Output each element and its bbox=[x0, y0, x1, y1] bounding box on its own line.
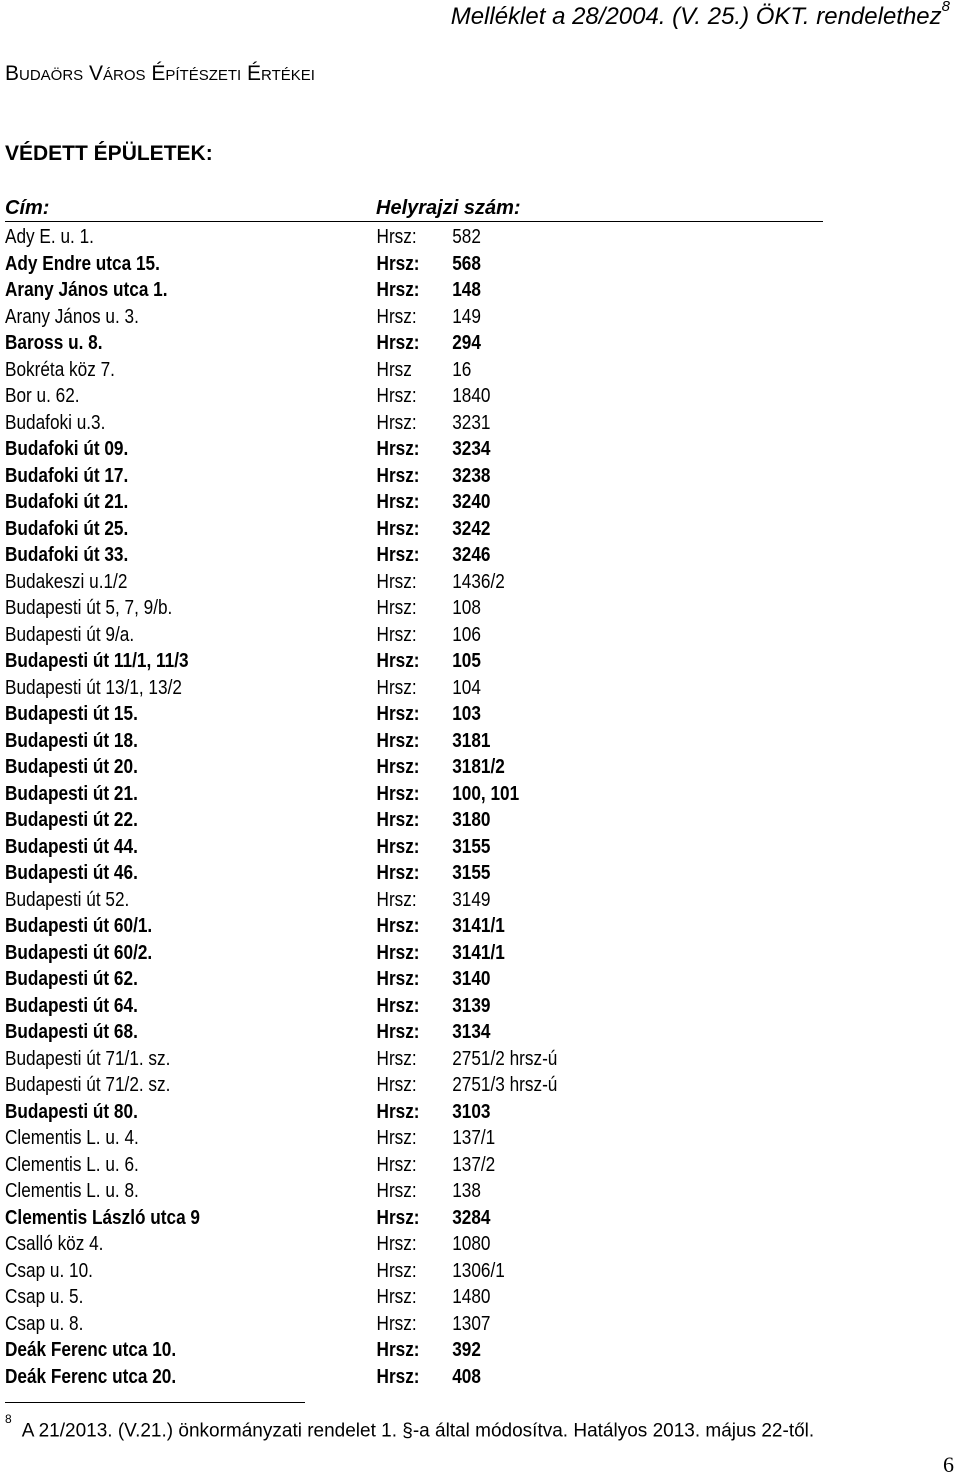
parcel-number-cell: 3155 bbox=[452, 835, 491, 858]
parcel-label-cell: Hrsz: bbox=[376, 411, 417, 434]
address-cell: Budapesti út 60/1. bbox=[5, 915, 153, 937]
address-cell: Budapesti út 52. bbox=[5, 888, 130, 911]
address-cell: Budapesti út 22. bbox=[5, 809, 138, 831]
table-row bbox=[5, 993, 779, 1020]
footnote-marker: 8 bbox=[5, 1412, 12, 1426]
address-cell: Budapesti út 62. bbox=[5, 968, 138, 990]
parcel-number-cell: 3139 bbox=[452, 994, 491, 1017]
parcel-label-cell: Hrsz: bbox=[376, 464, 420, 487]
address-cell: Baross u. 8. bbox=[5, 332, 103, 354]
address-cell: Budapesti út 64. bbox=[5, 994, 138, 1017]
address-cell: Clementis L. u. 8. bbox=[5, 1180, 139, 1202]
parcel-label-cell: Hrsz: bbox=[376, 1233, 417, 1255]
address-cell: Deák Ferenc utca 20. bbox=[5, 1365, 177, 1388]
table-row bbox=[5, 754, 779, 781]
parcel-label-cell: Hrsz: bbox=[376, 703, 420, 725]
table-row bbox=[5, 675, 779, 702]
parcel-number-cell: 3284 bbox=[452, 1206, 491, 1229]
parcel-number-cell: 2751/2 hrsz-ú bbox=[452, 1047, 558, 1070]
table-row bbox=[5, 860, 779, 887]
address-cell: Clementis L. u. 6. bbox=[5, 1153, 139, 1176]
address-cell: Arany János utca 1. bbox=[5, 279, 168, 301]
parcel-label-cell: Hrsz: bbox=[376, 305, 417, 328]
parcel-label-cell: Hrsz: bbox=[376, 915, 420, 937]
parcel-number-cell: 3103 bbox=[452, 1100, 491, 1123]
parcel-number-cell: 392 bbox=[452, 1339, 481, 1361]
parcel-label-cell: Hrsz: bbox=[376, 729, 420, 752]
parcel-number-cell: 1080 bbox=[452, 1233, 491, 1255]
parcel-number-cell: 3134 bbox=[452, 1021, 491, 1043]
table-row bbox=[5, 1072, 779, 1099]
parcel-number-cell: 149 bbox=[452, 305, 481, 328]
parcel-number-cell: 1436/2 bbox=[452, 570, 505, 593]
parcel-label-cell: Hrsz: bbox=[376, 279, 420, 301]
address-cell: Budapesti út 46. bbox=[5, 862, 138, 884]
parcel-label-cell: Hrsz: bbox=[376, 332, 420, 354]
table-row bbox=[5, 728, 779, 755]
address-cell: Clementis L. u. 4. bbox=[5, 1127, 139, 1149]
address-cell: Budafoki út 17. bbox=[5, 464, 129, 487]
parcel-label-cell: Hrsz: bbox=[376, 491, 420, 513]
table-row bbox=[5, 1231, 779, 1258]
parcel-number-cell: 3246 bbox=[452, 544, 491, 566]
parcel-number-cell: 3140 bbox=[452, 968, 491, 990]
parcel-label-cell: Hrsz: bbox=[376, 994, 420, 1017]
address-cell: Budafoki út 21. bbox=[5, 491, 129, 513]
parcel-label-cell: Hrsz: bbox=[376, 252, 420, 275]
parcel-number-cell: 1840 bbox=[452, 385, 491, 407]
parcel-number-cell: 103 bbox=[452, 703, 481, 725]
address-cell: Bokréta köz 7. bbox=[5, 358, 115, 381]
table-header bbox=[5, 197, 823, 222]
table-row bbox=[5, 1178, 779, 1205]
address-cell: Deák Ferenc utca 10. bbox=[5, 1339, 177, 1361]
table-row bbox=[5, 569, 779, 596]
table-row bbox=[5, 913, 779, 940]
parcel-label-cell: Hrsz: bbox=[376, 835, 420, 858]
address-cell: Budafoki u.3. bbox=[5, 411, 106, 434]
table-row bbox=[5, 463, 779, 490]
table-row bbox=[5, 1019, 779, 1046]
parcel-number-cell: 3240 bbox=[452, 491, 491, 513]
column-header-parcel-number: Helyrajzi szám: bbox=[376, 197, 521, 219]
table-row bbox=[5, 357, 779, 384]
table-row bbox=[5, 330, 779, 357]
table-row bbox=[5, 410, 779, 437]
city-title: Budaörs Város Építészeti Értékei bbox=[5, 62, 315, 85]
table-row bbox=[5, 966, 779, 993]
parcel-label-cell: Hrsz: bbox=[376, 1153, 417, 1176]
parcel-label-cell: Hrsz: bbox=[376, 1127, 417, 1149]
table-row bbox=[5, 940, 779, 967]
table-row bbox=[5, 277, 779, 304]
parcel-label-cell: Hrsz: bbox=[376, 888, 417, 911]
address-cell: Csap u. 8. bbox=[5, 1312, 84, 1335]
address-cell: Budapesti út 71/1. sz. bbox=[5, 1047, 171, 1070]
parcel-number-cell: 294 bbox=[452, 332, 481, 354]
parcel-number-cell: 105 bbox=[452, 650, 481, 672]
table-row bbox=[5, 304, 779, 331]
parcel-label-cell: Hrsz: bbox=[376, 676, 417, 699]
parcel-label-cell: Hrsz: bbox=[376, 623, 417, 646]
table-row bbox=[5, 807, 779, 834]
address-cell: Budapesti út 71/2. sz. bbox=[5, 1074, 171, 1096]
annex-header bbox=[451, 2, 950, 31]
address-cell: Budafoki út 09. bbox=[5, 438, 129, 460]
parcel-label-cell: Hrsz: bbox=[376, 809, 420, 831]
column-header-address: Cím: bbox=[5, 197, 50, 219]
parcel-label-cell: Hrsz: bbox=[376, 968, 420, 990]
parcel-number-cell: 3231 bbox=[452, 411, 491, 434]
parcel-label-cell: Hrsz: bbox=[376, 1074, 417, 1096]
parcel-number-cell: 2751/3 hrsz-ú bbox=[452, 1074, 558, 1096]
parcel-label-cell: Hrsz: bbox=[376, 862, 420, 884]
address-cell: Budafoki út 33. bbox=[5, 544, 129, 566]
footnote-text: A 21/2013. (V.21.) önkormányzati rendelet 1. §-a által módosítva. Hatályos 2013. május 22-től. bbox=[21, 1420, 815, 1442]
address-cell: Clementis László utca 9 bbox=[5, 1206, 201, 1229]
parcel-number-cell: 3180 bbox=[452, 809, 491, 831]
table-row bbox=[5, 1205, 779, 1232]
page-number: 6 bbox=[943, 1452, 954, 1477]
table-row bbox=[5, 516, 779, 543]
parcel-number-cell: 3181/2 bbox=[452, 756, 505, 778]
address-cell: Budapesti út 15. bbox=[5, 703, 138, 725]
table-row bbox=[5, 781, 779, 808]
table-row bbox=[5, 701, 779, 728]
address-cell: Budapesti út 21. bbox=[5, 782, 138, 805]
parcel-label-cell: Hrsz: bbox=[376, 226, 417, 248]
parcel-number-cell: 3155 bbox=[452, 862, 491, 884]
table-row bbox=[5, 251, 779, 278]
parcel-number-cell: 3242 bbox=[452, 517, 491, 540]
annex-footnote-ref[interactable]: 8 bbox=[941, 0, 950, 15]
parcel-label-cell: Hrsz: bbox=[376, 650, 420, 672]
parcel-number-cell: 1480 bbox=[452, 1286, 491, 1308]
address-cell: Budapesti út 44. bbox=[5, 835, 138, 858]
address-cell: Ady Endre utca 15. bbox=[5, 252, 160, 275]
parcel-label-cell: Hrsz: bbox=[376, 438, 420, 460]
table-row bbox=[5, 1046, 779, 1073]
address-cell: Csap u. 5. bbox=[5, 1286, 84, 1308]
table-row bbox=[5, 1125, 779, 1152]
parcel-number-cell: 1306/1 bbox=[452, 1259, 505, 1282]
parcel-label-cell: Hrsz: bbox=[376, 1180, 417, 1202]
address-cell: Budakeszi u.1/2 bbox=[5, 570, 128, 593]
table-row bbox=[5, 622, 779, 649]
protected-buildings-table bbox=[5, 224, 779, 1390]
address-cell: Budapesti út 5, 7, 9/b. bbox=[5, 597, 173, 619]
address-cell: Budapesti út 68. bbox=[5, 1021, 138, 1043]
parcel-number-cell: 137/1 bbox=[452, 1127, 496, 1149]
address-cell: Ady E. u. 1. bbox=[5, 226, 94, 248]
parcel-label-cell: Hrsz: bbox=[376, 1259, 417, 1282]
table-row bbox=[5, 1337, 779, 1364]
address-cell: Budapesti út 18. bbox=[5, 729, 138, 752]
parcel-label-cell: Hrsz: bbox=[376, 1286, 417, 1308]
parcel-number-cell: 3141/1 bbox=[452, 941, 505, 964]
parcel-number-cell: 138 bbox=[452, 1180, 481, 1202]
parcel-number-cell: 3181 bbox=[452, 729, 491, 752]
parcel-label-cell: Hrsz: bbox=[376, 1100, 420, 1123]
table-row bbox=[5, 489, 779, 516]
parcel-number-cell: 16 bbox=[452, 358, 472, 381]
footnote-divider bbox=[5, 1402, 305, 1403]
section-title: VÉDETT ÉPÜLETEK: bbox=[5, 142, 213, 165]
parcel-number-cell: 106 bbox=[452, 623, 481, 646]
parcel-label-cell: Hrsz: bbox=[376, 570, 417, 593]
parcel-number-cell: 3238 bbox=[452, 464, 491, 487]
parcel-number-cell: 568 bbox=[452, 252, 481, 275]
address-cell: Budapesti út 11/1, 11/3 bbox=[5, 650, 189, 672]
parcel-number-cell: 148 bbox=[452, 279, 481, 301]
parcel-label-cell: Hrsz: bbox=[376, 1365, 420, 1388]
parcel-label-cell: Hrsz: bbox=[376, 756, 420, 778]
parcel-number-cell: 3234 bbox=[452, 438, 491, 460]
parcel-label-cell: Hrsz: bbox=[376, 1339, 420, 1361]
table-row bbox=[5, 542, 779, 569]
parcel-label-cell: Hrsz: bbox=[376, 782, 420, 805]
parcel-number-cell: 3141/1 bbox=[452, 915, 505, 937]
table-row bbox=[5, 595, 779, 622]
parcel-number-cell: 408 bbox=[452, 1365, 481, 1388]
parcel-label-cell: Hrsz: bbox=[376, 1021, 420, 1043]
table-row bbox=[5, 1364, 779, 1391]
address-cell: Budafoki út 25. bbox=[5, 517, 129, 540]
address-cell: Csalló köz 4. bbox=[5, 1233, 104, 1255]
address-cell: Budapesti út 60/2. bbox=[5, 941, 153, 964]
parcel-label-cell: Hrsz: bbox=[376, 597, 417, 619]
parcel-number-cell: 108 bbox=[452, 597, 481, 619]
address-cell: Budapesti út 9/a. bbox=[5, 623, 135, 646]
parcel-label-cell: Hrsz: bbox=[376, 941, 420, 964]
table-row bbox=[5, 1258, 779, 1285]
footnote bbox=[5, 1412, 815, 1442]
table-row bbox=[5, 648, 779, 675]
address-cell: Arany János u. 3. bbox=[5, 305, 139, 328]
table-row bbox=[5, 834, 779, 861]
table-row bbox=[5, 1099, 779, 1126]
table-row bbox=[5, 383, 779, 410]
address-cell: Budapesti út 13/1, 13/2 bbox=[5, 676, 182, 699]
parcel-number-cell: 582 bbox=[452, 226, 481, 248]
parcel-label-cell: Hrsz bbox=[376, 358, 412, 381]
address-cell: Budapesti út 80. bbox=[5, 1100, 138, 1123]
parcel-number-cell: 104 bbox=[452, 676, 481, 699]
parcel-number-cell: 3149 bbox=[452, 888, 491, 911]
annex-title: Melléklet a 28/2004. (V. 25.) ÖKT. rendelethez bbox=[450, 3, 942, 30]
parcel-number-cell: 1307 bbox=[452, 1312, 491, 1335]
table-row bbox=[5, 1284, 779, 1311]
parcel-label-cell: Hrsz: bbox=[376, 1047, 417, 1070]
parcel-number-cell: 100, 101 bbox=[452, 782, 520, 805]
parcel-label-cell: Hrsz: bbox=[376, 1312, 417, 1335]
address-cell: Budapesti út 20. bbox=[5, 756, 138, 778]
parcel-label-cell: Hrsz: bbox=[376, 385, 417, 407]
parcel-label-cell: Hrsz: bbox=[376, 517, 420, 540]
address-cell: Bor u. 62. bbox=[5, 385, 80, 407]
parcel-label-cell: Hrsz: bbox=[376, 1206, 420, 1229]
address-cell: Csap u. 10. bbox=[5, 1259, 93, 1282]
table-row bbox=[5, 224, 779, 251]
table-row bbox=[5, 436, 779, 463]
table-row bbox=[5, 1311, 779, 1338]
table-row bbox=[5, 1152, 779, 1179]
table-row bbox=[5, 887, 779, 914]
parcel-number-cell: 137/2 bbox=[452, 1153, 496, 1176]
parcel-label-cell: Hrsz: bbox=[376, 544, 420, 566]
